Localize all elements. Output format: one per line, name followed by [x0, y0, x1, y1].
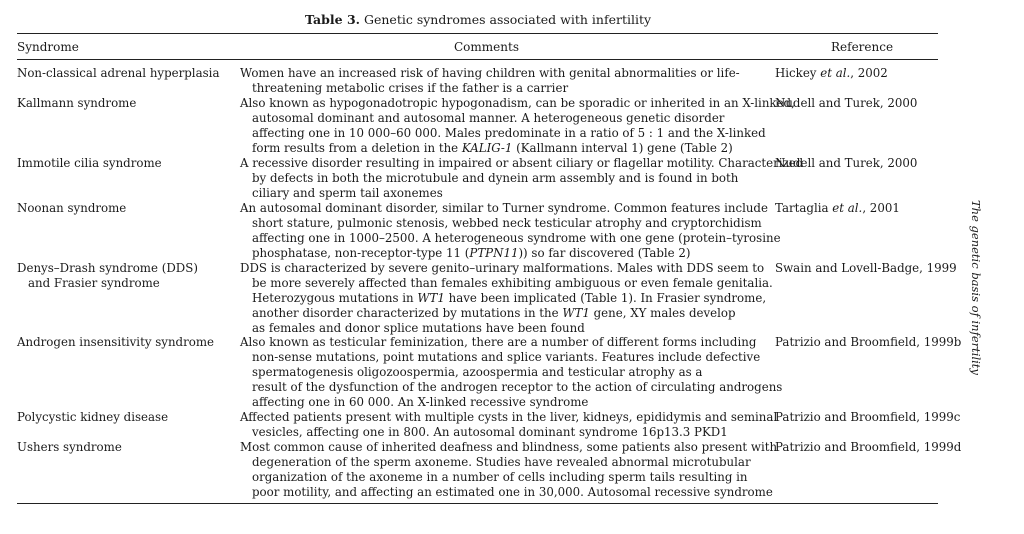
reference-cell [775, 96, 960, 111]
comments-cell [240, 410, 778, 440]
caption-label: Table 3. [304, 12, 361, 27]
reference-cell [775, 440, 960, 455]
comments-cell [240, 201, 781, 261]
comment-line: non-sense mutations, point mutations and splice variants. Features include defective [252, 349, 761, 364]
comment-line: ciliary and sperm tail axonemes [252, 185, 443, 200]
caption-text: Genetic syndromes associated with infertility [364, 12, 652, 27]
bottom-rule [17, 503, 938, 504]
text-run: , 2002 [850, 66, 888, 80]
comment-line: Most common cause of inherited deafness and blindness, some patients also present with [240, 440, 778, 454]
comments-cell [240, 96, 795, 156]
syndrome-cell [17, 335, 232, 350]
comments-cell [240, 156, 804, 201]
text-run: Patrizio and Broomfield, 1999c [775, 410, 961, 424]
syndrome-cell [17, 410, 232, 425]
italic-term: KALIG-1 [461, 140, 513, 155]
comment-line: affecting one in 10 000–60 000. Males predominate in a ratio of 5 : 1 and the X-linked [252, 125, 766, 140]
comment-line: organization of the axoneme in a number of cells including sperm tails resulting in [252, 469, 748, 484]
reference-cell [775, 335, 960, 350]
reference-cell [775, 156, 960, 171]
comment-line: Women have an increased risk of having children with genital abnormalities or life- [240, 66, 740, 80]
italic-term: et al. [832, 201, 863, 215]
comment-line: be more severely affected than females exhibiting ambiguous or even female genitalia. [252, 275, 773, 290]
comment-line: affecting one in 60 000. An X-linked recessive syndrome [252, 394, 589, 409]
comments-cell [240, 66, 760, 96]
text-run: Tartaglia [775, 201, 833, 215]
header-comments: Comments [454, 40, 519, 54]
comment-line: result of the dysfunction of the androgen receptor to the action of circulating androgens [252, 379, 783, 394]
text-run: phosphatase, non-receptor-type 11 ( [252, 245, 470, 260]
comment-line: short stature, pulmonic stenosis, webbed neck testicular atrophy and cryptorchidism [252, 215, 762, 230]
comment-line [240, 306, 760, 321]
text-run: another disorder characterized by mutations in the [252, 305, 563, 320]
comment-line: by defects in both the microtubule and dynein arm assembly and is found in both [252, 170, 739, 185]
syndrome-cell [17, 261, 232, 291]
reference-cell [775, 201, 960, 216]
syndrome-cell [17, 96, 232, 111]
comments-cell [240, 440, 778, 500]
syndrome-line: and Frasier syndrome [28, 275, 160, 290]
text-run: gene, XY males develop [589, 305, 736, 320]
reference-cell [775, 261, 960, 276]
text-run: )) so far discovered (Table 2) [518, 245, 691, 260]
syndrome-line: Kallmann syndrome [17, 96, 137, 110]
top-rule [17, 33, 938, 34]
text-run: , 2001 [862, 201, 900, 215]
syndrome-line: Ushers syndrome [17, 440, 122, 454]
comment-line: An autosomal dominant disorder, similar to Turner syndrome. Common features include [240, 201, 768, 215]
comment-line: A recessive disorder resulting in impaired or absent ciliary or flagellar motility. Characterized [240, 156, 804, 170]
italic-term: et al. [820, 66, 851, 80]
syndrome-line: Non-classical adrenal hyperplasia [17, 66, 220, 80]
comment-line: affecting one in 1000–2500. A heterogeneous syndrome with one gene (protein–tyrosine [252, 230, 781, 245]
syndrome-line: Denys–Drash syndrome (DDS) [17, 261, 198, 275]
comment-line: Also known as testicular feminization, there are a number of different forms including [240, 335, 757, 349]
comment-line: DDS is characterized by severe genito–urinary malformations. Males with DDS seem to [240, 261, 765, 275]
header-reference: Reference [831, 40, 894, 54]
comment-line [240, 246, 760, 261]
syndrome-cell [17, 156, 232, 171]
running-head: The genetic basis of infertility [969, 200, 983, 375]
text-run: Patrizio and Broomfield, 1999b [775, 335, 962, 349]
header-rule [17, 59, 938, 60]
reference-cell [775, 66, 960, 81]
text-run: Heterozygous mutations in [252, 290, 418, 305]
text-run: Nudell and Turek, 2000 [775, 96, 918, 110]
comments-cell [240, 261, 773, 336]
comments-cell [240, 335, 783, 410]
italic-term: WT1 [562, 305, 590, 320]
syndrome-cell [17, 66, 232, 81]
text-run: Patrizio and Broomfield, 1999d [775, 440, 962, 454]
comment-line: autosomal dominant and autosomal manner. A heterogeneous genetic disorder [252, 110, 725, 125]
text-run: form results from a deletion in the [252, 140, 462, 155]
text-run: Hickey [775, 66, 821, 80]
comment-line [240, 290, 767, 306]
syndrome-cell [17, 201, 232, 216]
text-run: (Kallmann interval 1) gene (Table 2) [512, 140, 733, 155]
comment-line: threatening metabolic crises if the father is a carrier [252, 80, 569, 95]
table-caption [0, 12, 956, 27]
syndrome-line: Polycystic kidney disease [17, 410, 169, 424]
syndrome-line: Noonan syndrome [17, 201, 127, 215]
text-run: have been implicated (Table 1). In Frasier syndrome, [444, 290, 767, 305]
reference-cell [775, 410, 960, 425]
italic-term: PTPN11 [469, 245, 519, 260]
comment-line: degeneration of the sperm axoneme. Studies have revealed abnormal microtubular [252, 454, 751, 469]
comment-line: Also known as hypogonadotropic hypogonadism, can be sporadic or inherited in an X-linked, [240, 96, 795, 110]
comment-line: poor motility, and affecting an estimated one in 30,000. Autosomal recessive syndrome [252, 484, 773, 499]
syndrome-line: Androgen insensitivity syndrome [17, 335, 215, 349]
text-run: Swain and Lovell-Badge, 1999 [775, 261, 957, 275]
comment-line: Affected patients present with multiple cysts in the liver, kidneys, epididymis and seminal [240, 410, 778, 424]
syndrome-cell [17, 440, 232, 455]
text-run: Nudell and Turek, 2000 [775, 156, 918, 170]
comment-line: as females and donor splice mutations have been found [252, 320, 585, 335]
header-syndrome: Syndrome [17, 40, 79, 54]
comment-line: spermatogenesis oligozoospermia, azoospermia and testicular atrophy as a [252, 364, 703, 379]
comment-line: vesicles, affecting one in 800. An autosomal dominant syndrome 16p13.3 PKD1 [252, 424, 728, 439]
italic-term: WT1 [417, 290, 445, 305]
syndrome-line: Immotile cilia syndrome [17, 156, 162, 170]
comment-line [240, 141, 760, 156]
